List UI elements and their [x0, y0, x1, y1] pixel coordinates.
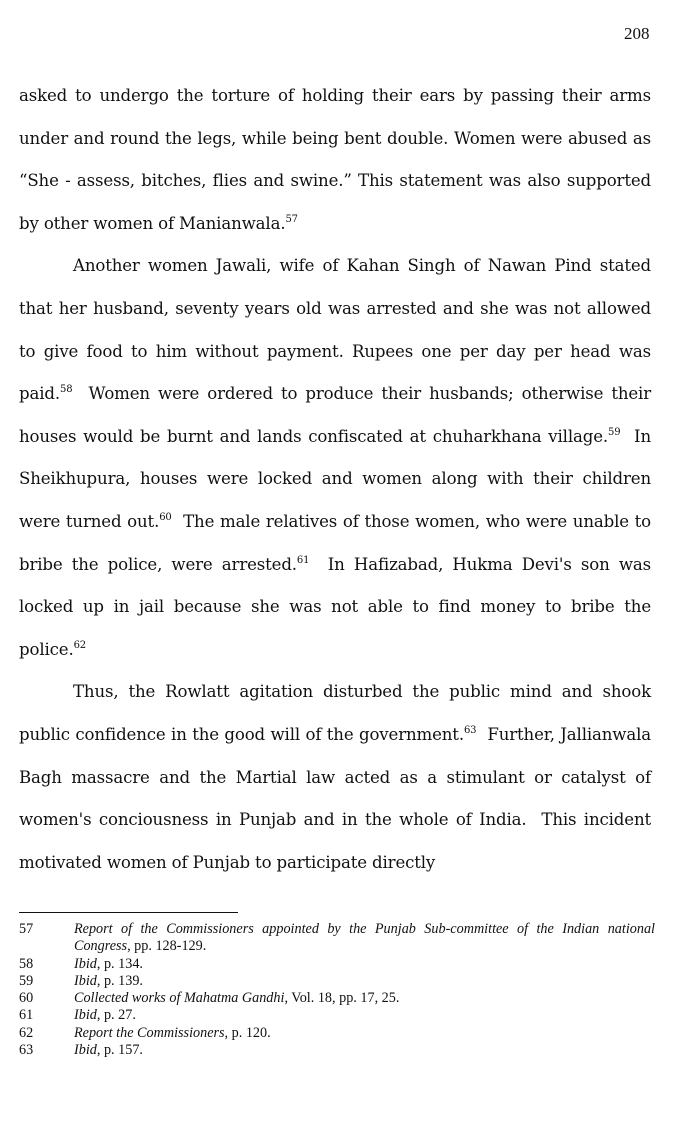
footnote-62	[19, 1025, 655, 1042]
footnote-number: 61	[19, 1007, 34, 1024]
footnote-number: 57	[19, 921, 34, 937]
footnote-ref-57[interactable]: 57	[285, 213, 298, 225]
footnote-ref-62[interactable]: 62	[73, 639, 87, 651]
citation-pages: , p. 134.	[96, 955, 143, 972]
footnote-number: 63	[19, 1042, 34, 1059]
citation-title: Collected works of Mahatma Gandhi	[74, 990, 285, 1007]
paragraph-2	[19, 245, 657, 671]
footnote-ref-63[interactable]: 63	[463, 724, 477, 736]
footnote-text	[74, 1025, 655, 1042]
citation-title: Report of the Commissioners appointed by the Punjab Sub-committee of the Indian national Congress	[74, 921, 655, 955]
paragraph-text: The male relatives of those women, who were unable to bribe the police, were arrested.	[19, 511, 657, 574]
citation-pages: , Vol. 18, pp. 17, 25.	[284, 990, 400, 1007]
footnote-number: 59	[19, 972, 34, 989]
paragraph-text: Further, Jallianwala Bagh massacre and the Martial law acted as a stimulant or catalyst of women's conciousness in Punjab and in the whole of India. This incident motivated women of Punjab to participate directly	[19, 724, 657, 872]
paragraph-text: In Hafizabad, Hukma Devi's son was locked up in jail because she was not able to find money to bribe the police.	[19, 554, 657, 659]
footnote-ref-61[interactable]: 61	[296, 554, 310, 566]
paragraph-text: asked to undergo the torture of holding their ears by passing their arms under and round the legs, while being bent double. Women were abused as “She - assess, bitches, flies and swine.” This statement was also supported by other women of Manianwala.	[19, 86, 651, 233]
footnote-text	[74, 973, 655, 990]
citation-pages: , p. 157.	[96, 1042, 143, 1059]
page-number: 208	[624, 24, 650, 43]
footnote-ref-58[interactable]: 58	[59, 384, 73, 396]
citation-pages: , p. 27.	[96, 1007, 136, 1024]
paragraph-1	[19, 75, 651, 245]
footnote-ref-59[interactable]: 59	[608, 426, 621, 438]
footnote-number: 60	[19, 990, 34, 1007]
citation-title: Ibid	[74, 955, 97, 972]
paragraph-text: Another women Jawali, wife of Kahan Singh of Nawan Pind stated that her husband, seventy years old was arrested and she was not allowed to give food to him without payment. Rupees one per day per head was paid.	[19, 256, 651, 404]
citation-pages: , p. 139.	[96, 972, 143, 989]
footnotes	[19, 921, 655, 1059]
footnote-text	[74, 921, 655, 956]
paragraph-text: Thus, the Rowlatt agitation disturbed the public mind and shook public confidence in the good will of the government.	[19, 682, 651, 744]
citation-title: Ibid	[74, 972, 97, 989]
citation-pages: , pp. 128-129.	[127, 938, 207, 955]
footnote-59	[19, 973, 655, 990]
footnote-text	[74, 1007, 655, 1024]
footnote-57	[19, 921, 655, 956]
footnote-61	[19, 1007, 655, 1024]
citation-title: Report the Commissioners	[74, 1024, 225, 1041]
footnote-number: 62	[19, 1024, 34, 1041]
footnote-separator	[19, 912, 238, 913]
footnote-text	[74, 990, 655, 1007]
citation-pages: , p. 120.	[224, 1024, 271, 1041]
citation-title: Ibid	[74, 1042, 97, 1059]
paragraph-text: In Sheikhupura, houses were locked and women along with their children were turned out.	[19, 426, 657, 531]
body-text	[19, 75, 657, 884]
paragraph-3	[19, 671, 657, 884]
footnote-60	[19, 990, 655, 1007]
footnote-number: 58	[19, 955, 34, 972]
footnote-text	[74, 1042, 655, 1059]
citation-title: Ibid	[74, 1007, 97, 1024]
footnote-58	[19, 956, 655, 973]
footnote-63	[19, 1042, 655, 1059]
footnote-text	[74, 956, 655, 973]
footnote-ref-60[interactable]: 60	[159, 511, 172, 523]
paragraph-text: Women were ordered to produce their husbands; otherwise their houses would be burnt and lands confiscated at chuharkhana village.	[19, 384, 657, 446]
